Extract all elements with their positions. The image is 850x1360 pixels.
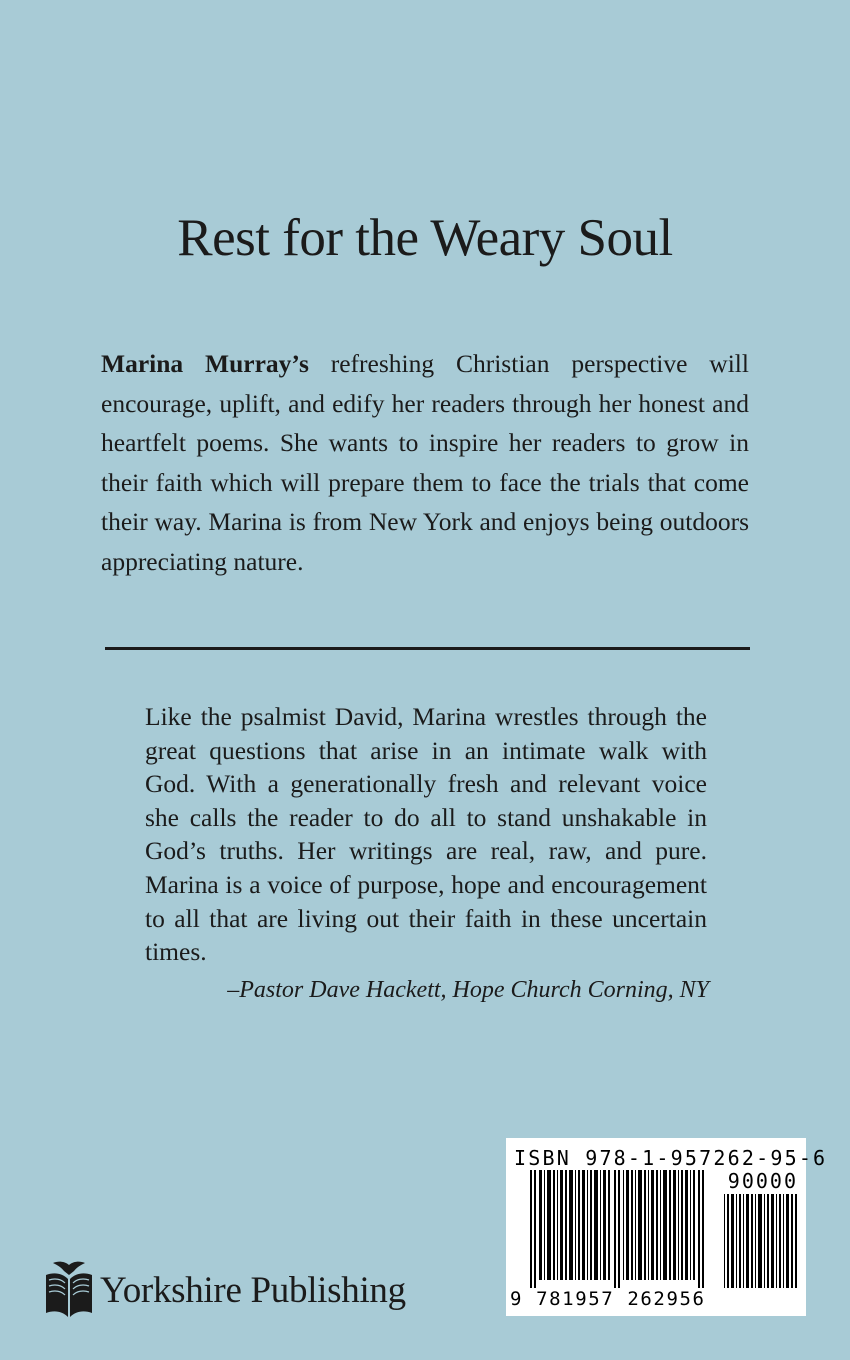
endorsement-attribution: –Pastor Dave Hackett, Hope Church Corning, NY: [227, 977, 709, 1003]
price-code: 90000: [727, 1169, 798, 1193]
publisher-imprint: [44, 1255, 406, 1325]
book-title: Rest for the Weary Soul: [177, 209, 673, 267]
section-divider: [105, 647, 750, 650]
isbn-label: ISBN 978-1-957262-95-6: [514, 1146, 828, 1170]
publisher-name: Yorkshire Publishing: [100, 1269, 406, 1311]
ean-digits: 9 781957 262956: [510, 1288, 706, 1310]
endorsement-quote: Like the psalmist David, Marina wrestles through the great questions that arise in an intimate walk with God. With a generationally fresh and relevant voice she calls the reader to do all to stand unshakable in God’s truths. Her writings are real, raw, and pure. Marina is a voice of purpose, hope and encouragement to all that are living out their faith in these uncertain times.: [145, 702, 707, 967]
isbn-barcode: [506, 1138, 828, 1316]
ean-barcode-bars: [530, 1170, 710, 1288]
open-book-icon: [44, 1261, 94, 1319]
author-bio: [101, 344, 749, 582]
author-name: Marina Murray’s: [101, 349, 309, 378]
price-addon-barcode-bars: [724, 1194, 798, 1288]
author-bio-text: refreshing Christian perspective will encourage, uplift, and edify her readers through her honest and heartfelt poems. She wants to inspire her readers to grow in their faith which will prepare them to face the trials that come their way. Marina is from New York and enjoys being outdoors appreciating nature.: [101, 349, 749, 576]
